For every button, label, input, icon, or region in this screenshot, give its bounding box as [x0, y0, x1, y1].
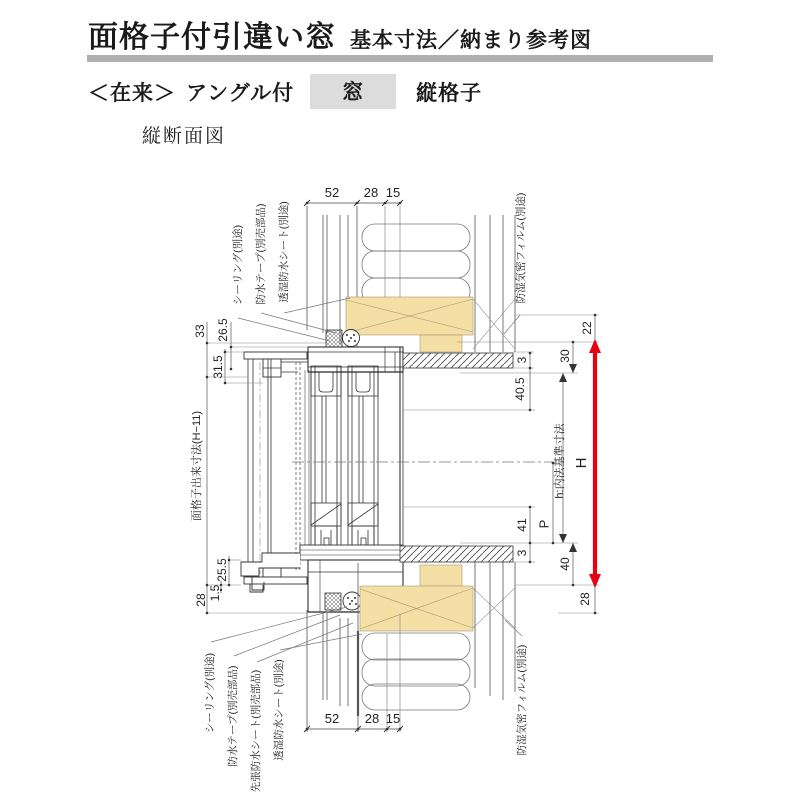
label-sealing-bottom: シーリング(別途) [203, 652, 216, 734]
dim-right-30: 30 [558, 349, 573, 363]
waterproof-tape-bottom [325, 593, 341, 610]
label-waterproof-tape-bottom: 防水テープ(別売部品) [226, 665, 239, 767]
dim-top-52: 52 [324, 185, 340, 200]
dim-left-33: 33 [193, 324, 208, 338]
label-breathable-sheet-bottom: 透湿防水シート(別途) [272, 659, 285, 761]
dim-right-h-label: h:内法基準寸法 [553, 423, 566, 499]
dim-top-15: 15 [385, 185, 401, 200]
dim-right-3-bottom: 3 [515, 549, 530, 557]
insulation-bottom [362, 633, 470, 710]
label-sealing-top: シーリング(別途) [231, 224, 244, 306]
dim-top-28: 28 [363, 185, 379, 200]
dim-left-26-5: 26.5 [216, 318, 231, 342]
dim-bottom-52: 52 [324, 711, 340, 726]
dim-right-28: 28 [578, 592, 593, 606]
dim-left-28: 28 [194, 593, 209, 607]
dim-right-22: 22 [580, 321, 595, 335]
label-vapor-barrier-film-bottom: 防湿気密フィルム(別途) [515, 644, 528, 756]
dim-right-3-top: 3 [515, 356, 530, 364]
page-title [88, 12, 592, 56]
angle-label: アングル付 [186, 81, 295, 105]
section-title: 縦断面図 [142, 126, 227, 147]
dim-top [304, 200, 403, 206]
lattice-type-label: 縦格子 [416, 81, 483, 105]
dim-right-40: 40 [558, 557, 573, 571]
interior-board-top-hatch [403, 353, 513, 368]
label-vapor-barrier-film-top: 防湿気密フィルム(別途) [514, 192, 527, 304]
dim-right-H: H [572, 457, 590, 469]
dim-right-P: P [536, 519, 552, 529]
label-breathable-sheet-top: 透湿防水シート(別途) [277, 201, 290, 303]
label-waterproof-tape-top: 防水テープ(別売部品) [254, 203, 267, 305]
dim-right-40-5: 40.5 [513, 377, 528, 401]
dim-left-31-5: 31.5 [211, 355, 226, 379]
dim-bottom-15: 15 [385, 711, 401, 726]
dim-bottom-28: 28 [364, 711, 380, 726]
h-dimension-arrow [589, 339, 601, 588]
title-main: 面格子付引違い窓 [88, 21, 336, 54]
dim-right-41: 41 [515, 518, 530, 532]
dim-left-25-5: 25.5 [215, 558, 230, 582]
construction-label: ＜在来＞ [88, 81, 176, 105]
label-pre-applied-sheet-bottom: 先張防水シート(別売部品) [249, 669, 262, 793]
dim-bottom [304, 726, 403, 732]
dim-left-lattice-height: 面格子出来寸法(H−11) [190, 410, 203, 522]
variant-row [88, 74, 482, 109]
interior-board-bottom-hatch [400, 546, 513, 562]
window-badge: 窓 [310, 74, 396, 109]
dim-left-1-5: 1.5 [208, 584, 223, 602]
title-sub: 基本寸法／納まり参考図 [350, 29, 592, 52]
title-underline [87, 55, 713, 62]
